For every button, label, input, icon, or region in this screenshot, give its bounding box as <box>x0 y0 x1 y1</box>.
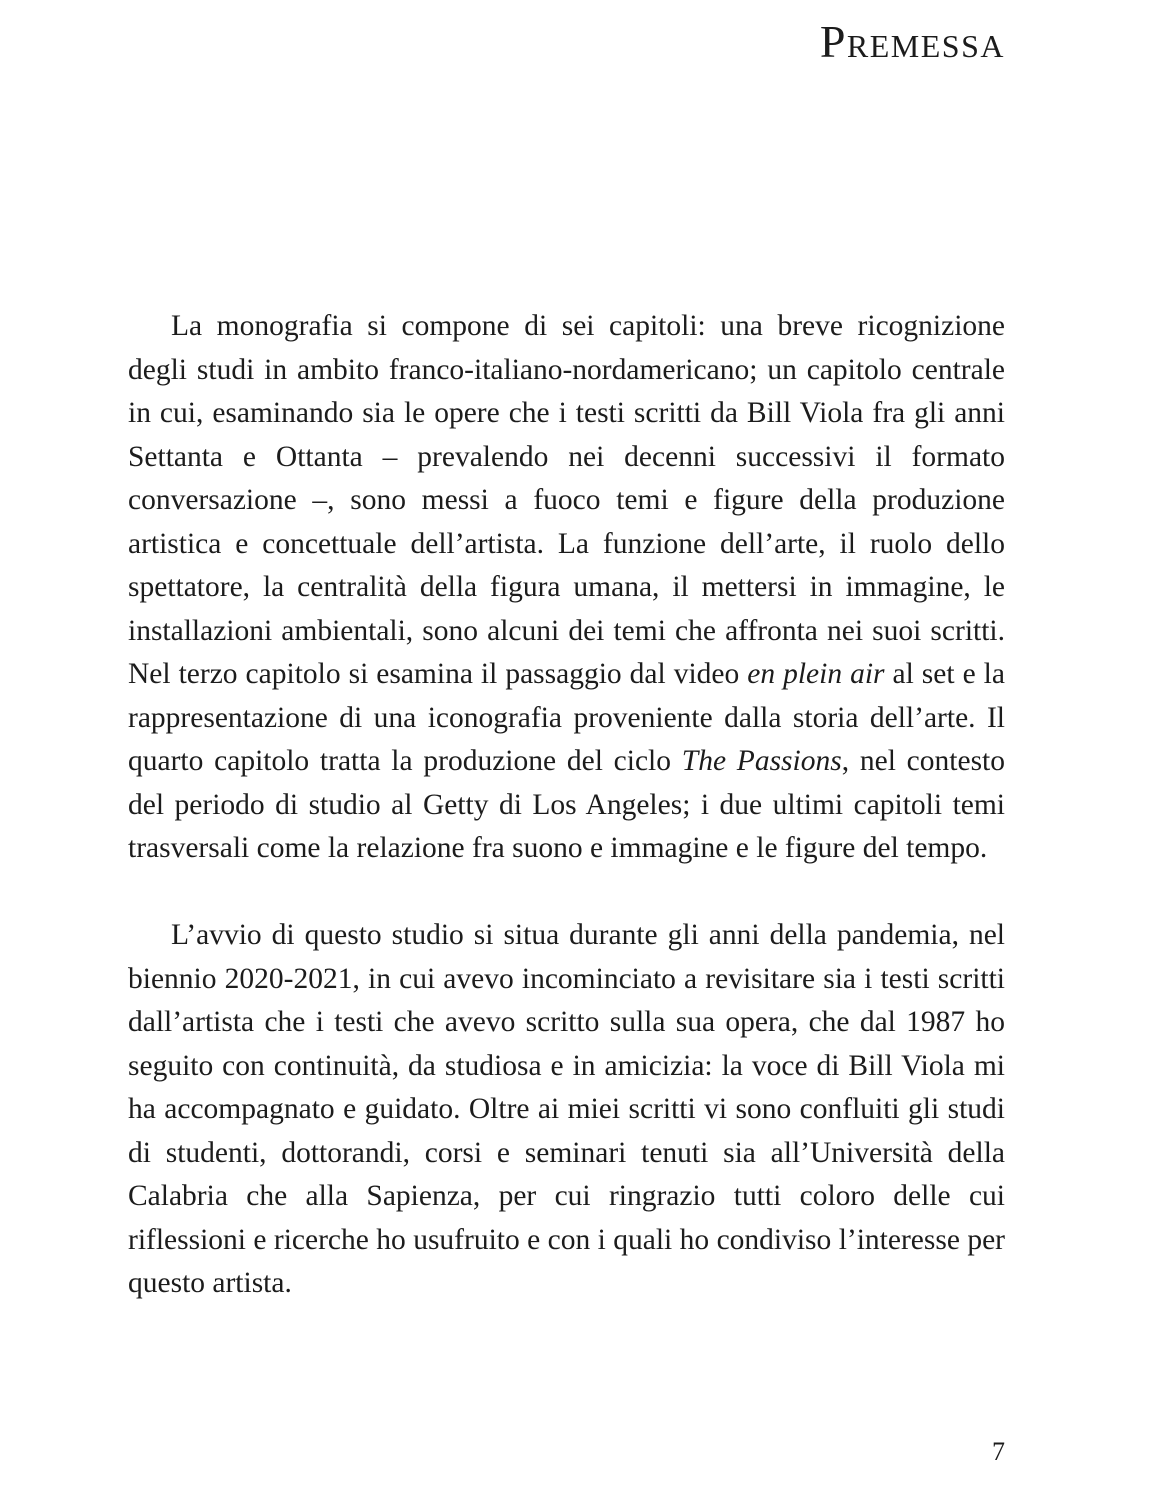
italic-phrase: en plein air <box>747 658 885 690</box>
paragraph-intro <box>128 305 1005 871</box>
page-title: Premessa <box>819 16 1005 67</box>
text-segment: al set e la rappresentazione di una iconografia proveniente dalla storia dell’arte. Il quarto capitolo tratta la produzione del ciclo <box>128 658 1005 777</box>
page-number: 7 <box>992 1437 1005 1466</box>
body-text <box>128 305 1005 1306</box>
paragraph-origin <box>128 914 1005 1306</box>
text-segment: La monografia si compone di sei capitoli: una breve ricognizione degli studi in ambito franco-italiano-nordamericano; un capitolo centrale in cui, esaminando sia le opere che i testi scritti da Bill Viola fra gli anni Settanta e Ottanta – prevalendo nei decenni successivi il formato conversazione –, sono messi a fuoco temi e figure della produzione artistica e concettuale dell’artista. La funzione dell’arte, il ruolo dello spettatore, la centralità della figura umana, il mettersi in immagine, le installazioni ambientali, sono alcuni dei temi che affronta nei suoi scritti. Nel terzo capitolo si esamina il passaggio dal video <box>128 310 1005 690</box>
italic-title: The Passions <box>681 745 842 777</box>
text-segment: L’avvio di questo studio si situa durante gli anni della pandemia, nel biennio 2020-2021, in cui avevo incominciato a revisitare sia i testi scritti dall’artista che i testi che avevo scritto sulla sua opera, che dal 1987 ho seguito con continuità, da studiosa e in amicizia: la voce di Bill Viola mi ha accompagnato e guidato. Oltre ai miei scritti vi sono confluiti gli studi di studenti, dottorandi, corsi e seminari tenuti sia all’Università della Calabria che alla Sapienza, per cui ringrazio tutti coloro delle cui riflessioni e ricerche ho usufruito e con i quali ho condiviso l’interesse per questo artista. <box>128 919 1005 1299</box>
text-segment: , nel contesto del periodo di studio al Getty di Los Angeles; i due ultimi capitoli temi trasversali come la relazione fra suono e immagine e le figure del tempo. <box>128 745 1005 864</box>
